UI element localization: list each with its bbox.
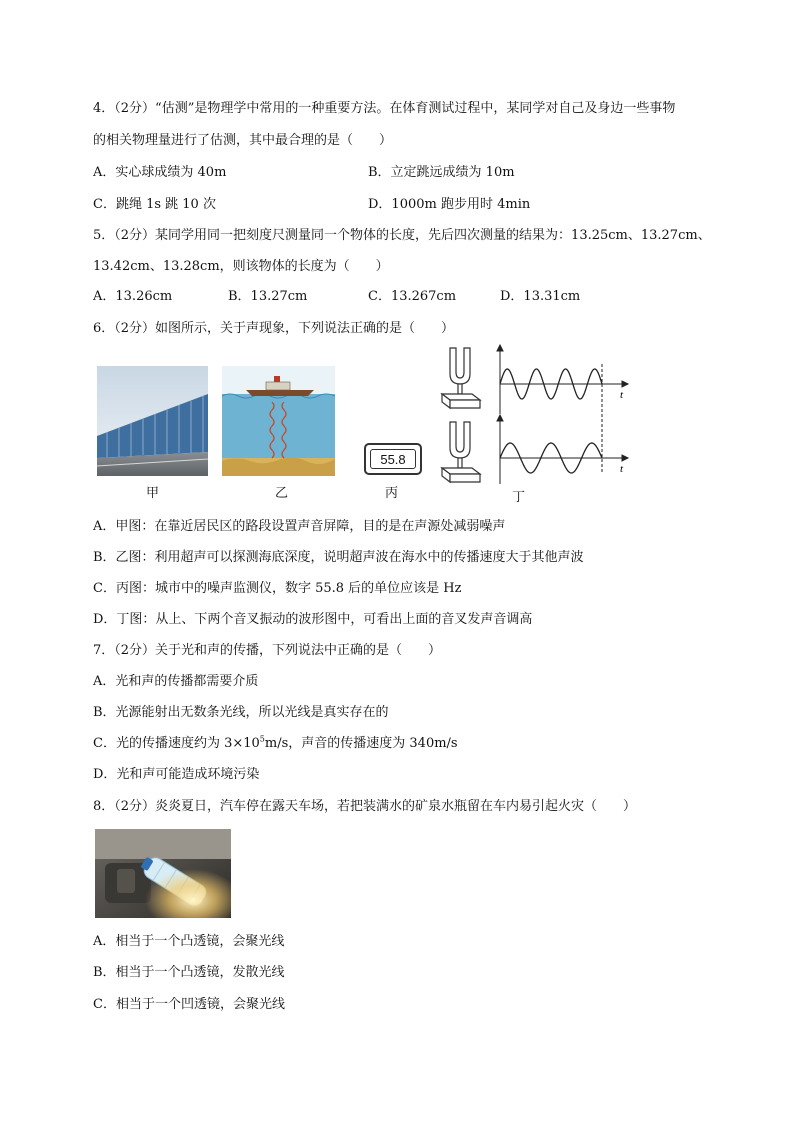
q5-option-d: D．13.31cm — [500, 289, 581, 304]
q4-stem-line2: 的相关物理量进行了估测，其中最合理的是（ ） — [93, 133, 393, 148]
q7-option-c-text2: m/s，声音的传播速度为 340m/s — [264, 736, 458, 751]
q5-option-c: C．13.267cm — [368, 289, 457, 304]
q5-option-a: A．13.26cm — [93, 289, 173, 304]
q7-option-c — [93, 735, 458, 753]
q4-option-b: B．立定跳远成绩为 10m — [368, 165, 515, 180]
noise-meter — [364, 443, 422, 475]
q7-option-d: D．光和声可能造成环境污染 — [93, 767, 260, 782]
q4-stem-line1: 4．（2分）“估测”是物理学中常用的一种重要方法。在体育测试过程中，某同学对自己及身边一些事物 — [93, 101, 676, 116]
q7-option-c-exponent: 5 — [259, 734, 265, 744]
tuning-fork-waveforms — [438, 344, 634, 494]
q6-option-c: C．丙图：城市中的噪声监测仪，数字 55.8 后的单位应该是 Hz — [93, 581, 462, 596]
q4-option-a: A．实心球成绩为 40m — [93, 165, 227, 180]
q8-option-b: B．相当于一个凸透镜，发散光线 — [93, 965, 285, 980]
q4-option-d: D．1000m 跑步用时 4min — [368, 197, 531, 212]
q6-option-b: B．乙图：利用超声可以探测海底深度，说明超声波在海水中的传播速度大于其他声波 — [93, 550, 584, 565]
noise-meter-reading: 55.8 — [370, 449, 416, 469]
water-bottle-in-car-image — [95, 829, 231, 918]
q7-option-b: B．光源能射出无数条光线，所以光线是真实存在的 — [93, 705, 389, 720]
q5-stem-line1: 5．（2分）某同学用同一把刻度尺测量同一个物体的长度，先后四次测量的结果为：13.25cm、13.27cm、 — [93, 228, 711, 243]
axis-label-top: t — [620, 389, 624, 401]
ship-sonar-image — [222, 366, 335, 476]
q6-option-a: A．甲图：在靠近居民区的路段设置声音屏障，目的是在声源处减弱噪声 — [93, 519, 506, 534]
q5-option-b: B．13.27cm — [228, 289, 308, 304]
figure-caption-ding: 丁 — [512, 490, 526, 505]
tuning-fork-top — [442, 348, 480, 408]
q4-option-c: C．跳绳 1s 跳 10 次 — [93, 197, 216, 212]
q5-stem-line2: 13.42cm、13.28cm，则该物体的长度为（ ） — [93, 259, 389, 274]
q6-option-d: D．丁图：从上、下两个音叉振动的波形图中，可看出上面的音叉发声音调高 — [93, 612, 533, 627]
figure-caption-jia: 甲 — [146, 486, 160, 501]
tuning-fork-bottom — [442, 422, 480, 482]
q8-option-c: C．相当于一个凹透镜，会聚光线 — [93, 997, 285, 1012]
figure-caption-yi: 乙 — [275, 486, 289, 501]
q7-option-a: A．光和声的传播都需要介质 — [93, 674, 259, 689]
q7-option-c-text1: C．光的传播速度约为 3×10 — [93, 736, 260, 751]
q7-stem: 7．（2分）关于光和声的传播，下列说法中正确的是（ ） — [93, 643, 442, 658]
figure-caption-bing: 丙 — [385, 486, 399, 501]
q8-stem: 8．（2分）炎炎夏日，汽车停在露天车场，若把装满水的矿泉水瓶留在车内易引起火灾（ ） — [93, 799, 637, 814]
sound-barrier-image — [97, 366, 208, 476]
q8-option-a: A．相当于一个凸透镜，会聚光线 — [93, 934, 285, 949]
q6-stem: 6．（2分）如图所示，关于声现象，下列说法正确的是（ ） — [93, 321, 455, 336]
axis-label-bottom: t — [620, 463, 624, 475]
